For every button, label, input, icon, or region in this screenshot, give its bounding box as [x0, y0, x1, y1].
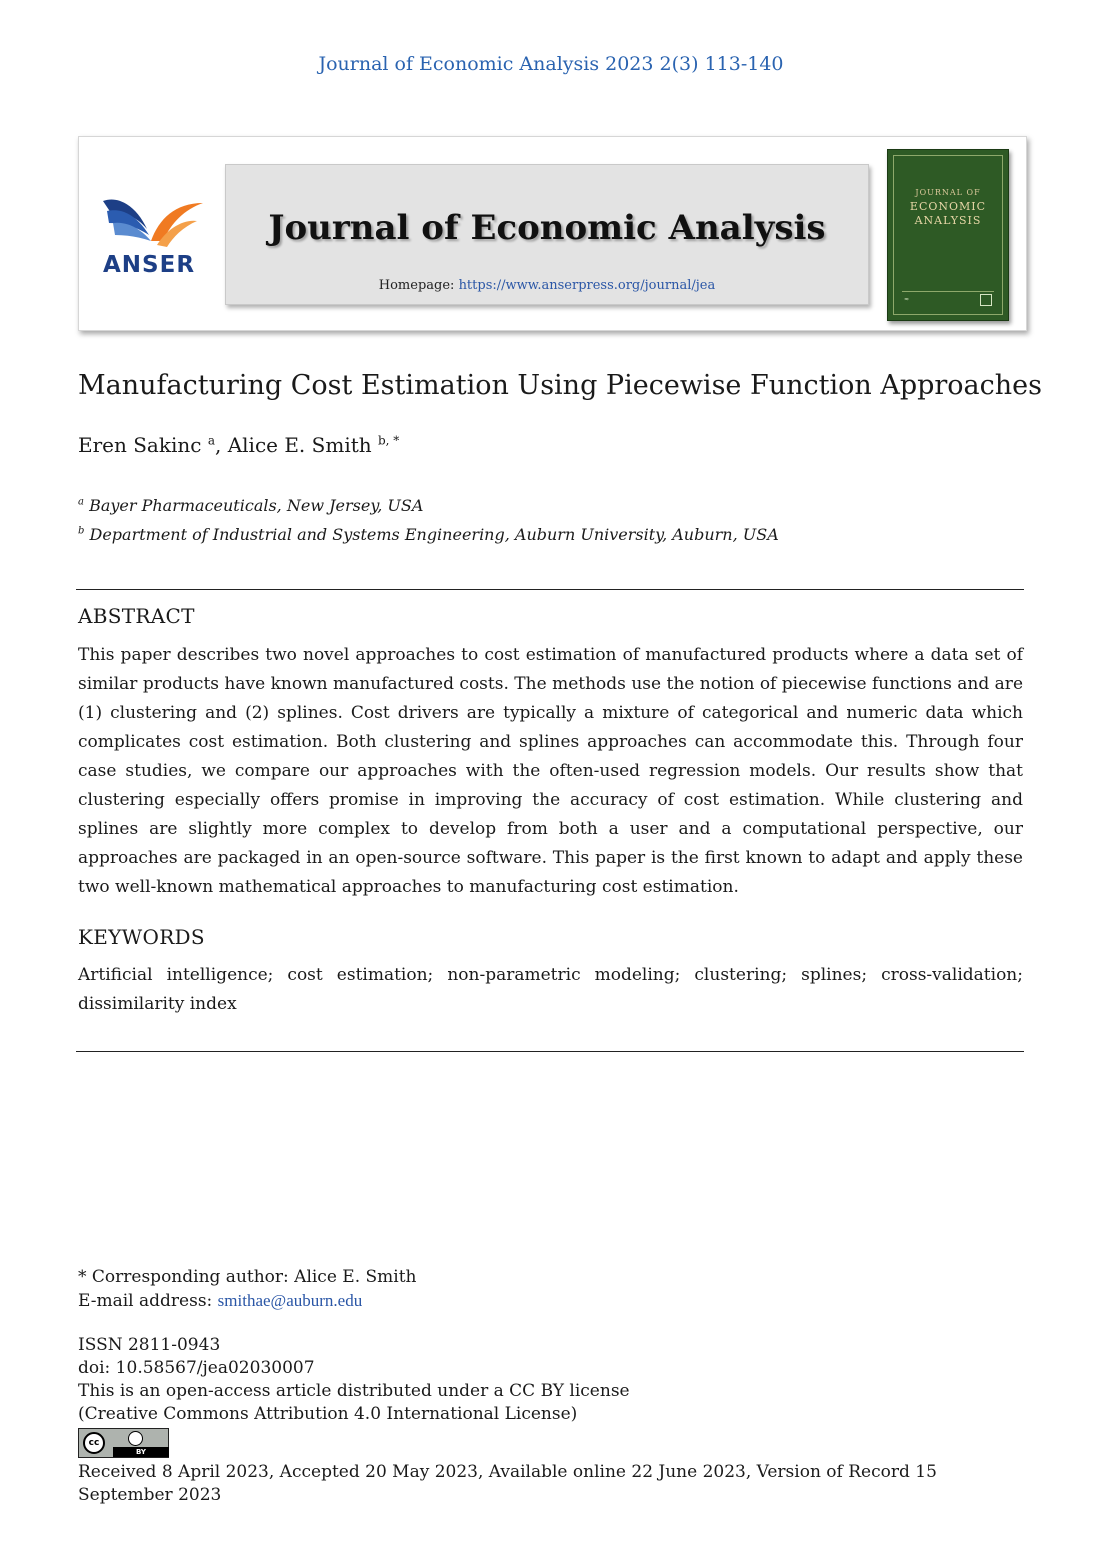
homepage-label: Homepage: [378, 278, 455, 293]
abstract-heading: ABSTRACT [78, 604, 195, 628]
cover-publisher-mark-icon: ≈ [904, 296, 910, 303]
author-name: Eren Sakinc [78, 433, 202, 457]
cover-line1: JOURNAL OF [915, 188, 981, 197]
by-label: BY [113, 1447, 169, 1457]
email-label: E-mail address: [78, 1291, 218, 1311]
publication-dates: Received 8 April 2023, Accepted 20 May 2023, Available online 22 June 2023, Version of Record 15 September 2023 [78, 1462, 937, 1505]
issn: ISSN 2811-0943 [78, 1335, 221, 1355]
cover-title [894, 200, 1002, 228]
journal-banner [78, 136, 1027, 331]
keywords-heading: KEYWORDS [78, 925, 205, 949]
affiliation-text: Department of Industrial and Systems Engineering, Auburn University, Auburn, USA [89, 525, 779, 544]
cover-frame [893, 155, 1003, 315]
journal-cover-image [887, 149, 1009, 321]
section-divider [76, 1051, 1024, 1052]
running-head: Journal of Economic Analysis 2023 2(3) 113-140 [318, 53, 784, 75]
author-line [78, 433, 399, 457]
author-name: Alice E. Smith [227, 433, 372, 457]
anser-logo-text: ANSER [103, 252, 196, 278]
attribution-person-icon [128, 1431, 143, 1446]
homepage-line [226, 278, 868, 293]
license-line: This is an open-access article distributed under a CC BY license [78, 1381, 630, 1401]
cc-icon: cc [83, 1432, 105, 1454]
affiliation [78, 525, 779, 544]
email-line [78, 1289, 362, 1313]
author-separator: , [214, 433, 228, 457]
abstract-text: This paper describes two novel approaches to cost estimation of manufactured products where a data set of similar products have known manufactured costs. The methods use the notion of piecewise functions and are (1) clustering and (2) splines. Cost drivers are typically a mixture of categorical and numeric data which complicates cost estimation. Both clustering and splines approaches can accommodate this. Through four case studies, we compare our approaches with the often-used regression models. Our results show that clustering especially offers promise in improving the accuracy of cost estimation. While clustering and splines are slightly more complex to develop from both a user and a computational perspective, our approaches are packaged in an open-source software. This paper is the first known to adapt and apply these two well-known mathematical approaches to manufacturing cost estimation. [78, 645, 1023, 897]
author-affil-marker: a [207, 433, 215, 448]
doi: doi: 10.58567/jea02030007 [78, 1358, 315, 1378]
cc-by-license-badge[interactable] [78, 1428, 169, 1458]
journal-title: Journal of Economic Analysis [268, 208, 826, 248]
journal-title-box [225, 164, 869, 305]
affiliation-marker: b [78, 525, 85, 537]
section-divider [76, 589, 1024, 590]
corresponding-author: * Corresponding author: Alice E. Smith [78, 1267, 417, 1287]
cover-qr-icon [980, 294, 992, 306]
cover-line2: ECONOMIC [909, 200, 987, 213]
keywords-text: Artificial intelligence; cost estimation; non-parametric modeling; clustering; splines; cross-validation; dissimilarity index [78, 965, 1023, 1014]
affiliation-text: Bayer Pharmaceuticals, New Jersey, USA [89, 496, 424, 515]
license-line: (Creative Commons Attribution 4.0 International License) [78, 1404, 578, 1424]
homepage-link[interactable]: https://www.anserpress.org/journal/jea [458, 278, 716, 293]
author-affil-marker: b, * [378, 433, 400, 448]
cover-line3: ANALYSIS [914, 214, 982, 227]
cover-footer [902, 291, 994, 306]
affiliation-marker: a [78, 496, 84, 508]
affiliation [78, 496, 423, 515]
email-link[interactable]: smithae@auburn.edu [217, 1291, 363, 1310]
paper-title: Manufacturing Cost Estimation Using Piecewise Function Approaches [78, 370, 1042, 401]
